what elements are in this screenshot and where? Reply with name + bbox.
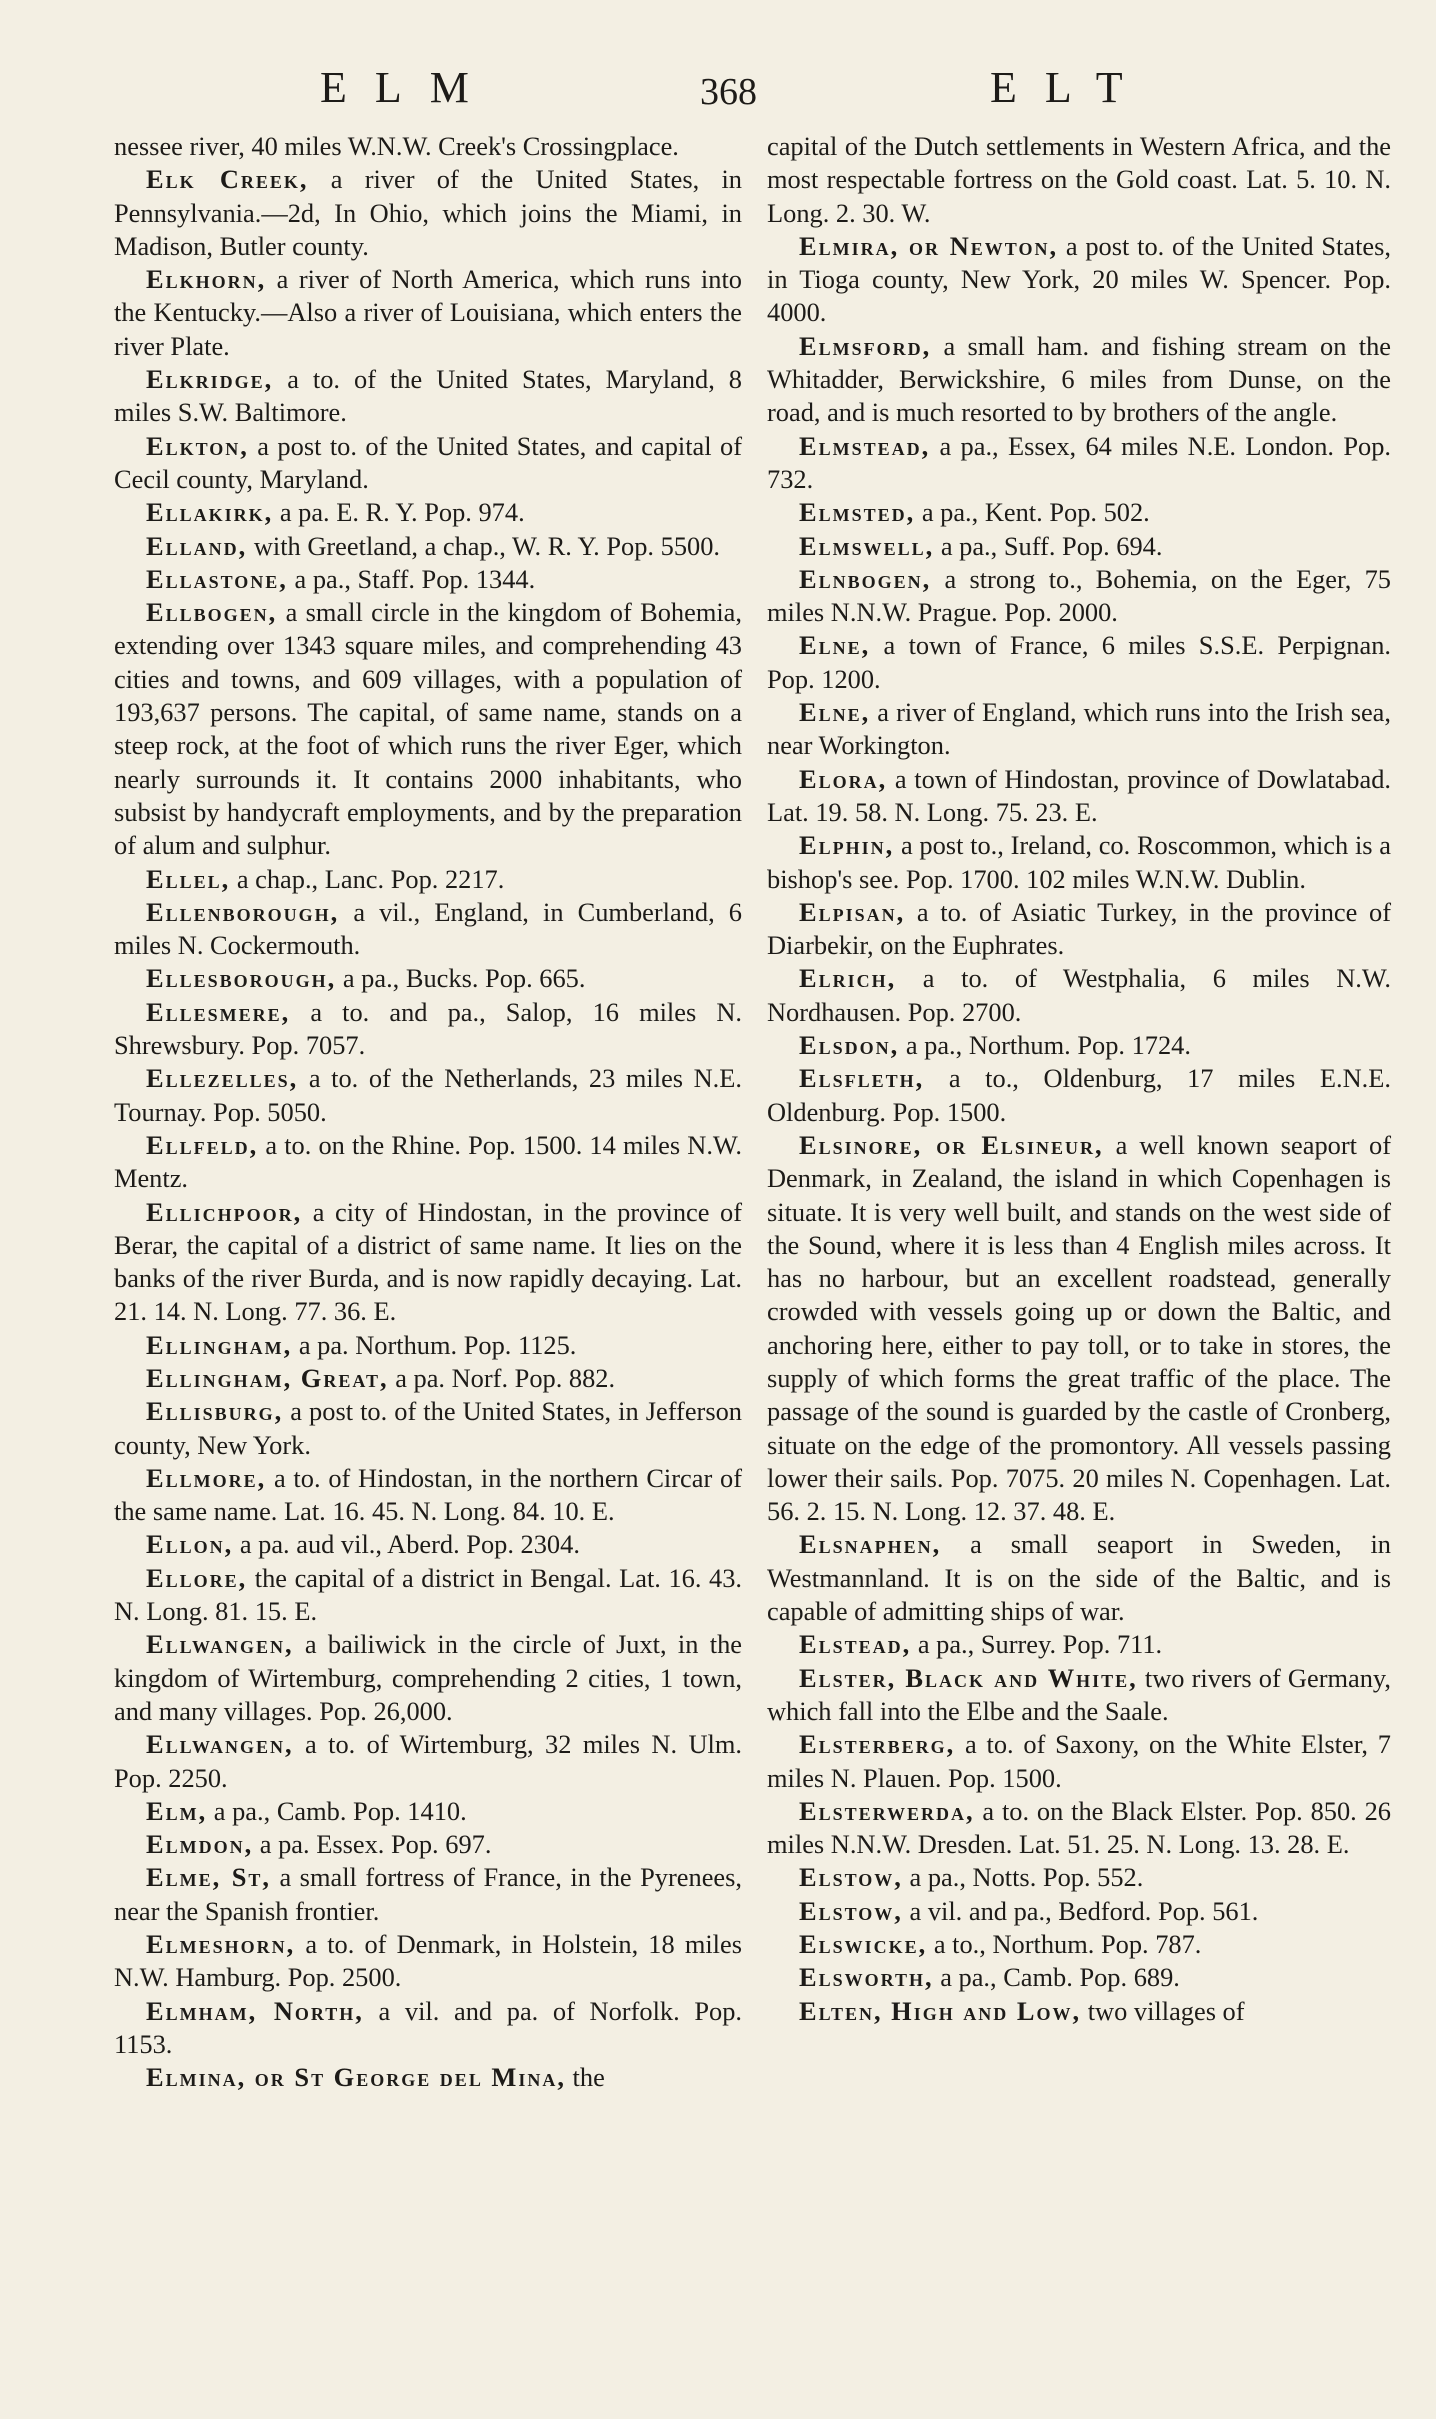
entry-text: a chap., Lanc. Pop. 2217.	[230, 863, 505, 894]
entry-headword: Elland,	[146, 530, 248, 561]
entry-continuation	[767, 130, 1391, 230]
entry-text: a pa. aud vil., Aberd. Pop. 2304.	[233, 1529, 580, 1560]
gazetteer-entry	[114, 596, 742, 862]
entry-text: a to. and pa., Salop, 16 miles N. Shrewsbury. Pop. 7057.	[114, 996, 742, 1061]
gazetteer-entry	[767, 962, 1391, 1029]
entry-text: the	[565, 2062, 605, 2093]
entry-text: a pa., Essex, 64 miles N.E. London. Pop. 732.	[767, 430, 1391, 494]
entry-text: a to. of the United States, Maryland, 8 miles S.W. Baltimore.	[114, 364, 742, 428]
entry-headword: Elphin,	[799, 830, 895, 861]
gazetteer-entry	[767, 1628, 1391, 1661]
gazetteer-entry	[114, 363, 742, 430]
entry-text: a pa., Kent. Pop. 502.	[915, 497, 1150, 528]
entry-text: a to. of Denmark, in Holstein, 18 miles N.W. Hamburg. Pop. 2500.	[114, 1929, 742, 1993]
entry-text: a river of England, which runs into the Irish sea, near Workington.	[767, 697, 1391, 761]
entry-text: a to. of Wirtemburg, 32 miles N. Ulm. Pop. 2250.	[114, 1729, 742, 1793]
entry-text: a post to. of the United States, in Jefferson county, New York.	[114, 1396, 742, 1460]
entry-text: a town of Hindostan, province of Dowlatabad. Lat. 19. 58. N. Long. 75. 23. E.	[767, 763, 1391, 827]
gazetteer-entry	[114, 1329, 742, 1362]
entry-headword: Ellon,	[146, 1529, 234, 1560]
gazetteer-entry	[114, 263, 742, 363]
entry-text: a pa., Suff. Pop. 694.	[934, 530, 1163, 561]
header-left-guideword: ELM	[320, 63, 497, 112]
gazetteer-entry	[114, 1129, 742, 1196]
entry-headword: Elten, High and Low,	[799, 1995, 1082, 2026]
entry-text: a well known seaport of Denmark, in Zealand, the island in which Copenhagen is situate. It is very well built, and stands on the west side of the Sound, where it is less than 4 English miles across. It has no harbour, but an excellent roadstead, generally crowded with vessels going up or down the Baltic, and anchoring here, either to pay toll, or to take in stores, the supply of which forms the great traffic of the place. The passage of the sound is guarded by the castle of Cronberg, situate on the edge of the promontory. All vessels passing lower their sails. Pop. 7075. 20 miles N. Copenhagen. Lat. 56. 2. 15. N. Long. 12. 37. 48. E.	[767, 1129, 1391, 1527]
entry-headword: Ellichpoor,	[146, 1196, 303, 1227]
entry-headword: Ellmore,	[146, 1462, 267, 1493]
entry-headword: Elsterberg,	[799, 1729, 956, 1760]
entry-headword: Elne,	[799, 630, 871, 661]
gazetteer-entry	[114, 1728, 742, 1795]
gazetteer-entry	[114, 430, 742, 497]
entry-headword: Ellingham, Great,	[146, 1362, 389, 1393]
entry-headword: Ellakirk,	[146, 497, 274, 528]
entry-text: two villages of	[1081, 1995, 1245, 2026]
entry-headword: Ellbogen,	[146, 597, 278, 628]
entry-headword: Elm,	[146, 1795, 208, 1826]
gazetteer-entry	[767, 1861, 1391, 1894]
entry-text: a river of North America, which runs into the Kentucky.—Also a river of Louisiana, which enters the river Plate.	[114, 264, 742, 361]
entry-text: a to. of Hindostan, in the northern Circar of the same name. Lat. 16. 45. N. Long. 84. 10. E.	[114, 1462, 742, 1527]
gazetteer-entry	[767, 1528, 1391, 1628]
gazetteer-entry	[767, 1961, 1391, 1994]
gazetteer-entry	[114, 1528, 742, 1561]
gazetteer-entry	[114, 996, 742, 1063]
entry-headword: Elsterwerda,	[799, 1795, 975, 1826]
gazetteer-entry	[767, 530, 1391, 563]
gazetteer-entry	[114, 1395, 742, 1462]
entry-text: a town of France, 6 miles S.S.E. Perpignan. Pop. 1200.	[767, 630, 1391, 694]
entry-headword: Elswicke,	[799, 1929, 928, 1960]
entry-text: two rivers of Germany, which fall into the Elbe and the Saale.	[767, 1662, 1391, 1726]
entry-headword: Elmdon,	[146, 1829, 254, 1860]
entry-text: a pa., Notts. Pop. 552.	[902, 1862, 1144, 1893]
entry-text: capital of the Dutch settlements in Western Africa, and the most respectable fortress on the Gold coast. Lat. 5. 10. N. Long. 2. 30. W.	[767, 131, 1391, 228]
gazetteer-entry	[114, 1995, 742, 2062]
entry-headword: Ellwangen,	[146, 1629, 294, 1660]
gazetteer-entry	[767, 1928, 1391, 1961]
header-right-guideword: ELT	[990, 63, 1151, 112]
entry-text: a pa. Norf. Pop. 882.	[388, 1362, 616, 1393]
gazetteer-entry	[114, 896, 742, 963]
entry-headword: Elsfleth,	[799, 1063, 925, 1094]
gazetteer-entry	[767, 1129, 1391, 1529]
gazetteer-entry	[114, 1628, 742, 1728]
gazetteer-entry	[767, 563, 1391, 630]
gazetteer-entry	[767, 896, 1391, 963]
entry-text: a pa., Camb. Pop. 1410.	[207, 1795, 467, 1826]
gazetteer-entry	[114, 1562, 742, 1629]
entry-headword: Ellwangen,	[146, 1729, 294, 1760]
entry-text: a pa., Surrey. Pop. 711.	[911, 1629, 1163, 1660]
gazetteer-entry	[114, 1062, 742, 1129]
entry-text: a pa., Camb. Pop. 689.	[933, 1962, 1180, 1993]
entry-headword: Ellel,	[146, 863, 231, 894]
entry-text: a small ham. and fishing stream on the Whitadder, Berwickshire, 6 miles from Dunse, on the road, and is much resorted to by brothers of the angle.	[767, 330, 1391, 428]
gazetteer-entry	[767, 1728, 1391, 1795]
entry-text: a strong to., Bohemia, on the Eger, 75 miles N.N.W. Prague. Pop. 2000.	[767, 563, 1391, 628]
right-column	[767, 130, 1391, 2028]
entry-text: a small seaport in Sweden, in Westmannland. It is on the side of the Baltic, and is capable of admitting ships of war.	[767, 1529, 1391, 1627]
entry-text: a small circle in the kingdom of Bohemia, extending over 1343 square miles, and comprehending 43 cities and towns, and 609 villages, with a population of 193,637 persons. The capital, of same name, stands on a steep rock, at the foot of which runs the river Eger, which nearly surrounds it. It contains 2000 inhabitants, who subsist by handycraft employments, and by the preparation of alum and sulphur.	[114, 597, 742, 861]
entry-headword: Ellisburg,	[146, 1396, 284, 1427]
entry-headword: Elmham, North,	[146, 1995, 364, 2026]
entry-text: the capital of a district in Bengal. Lat. 16. 43. N. Long. 81. 15. E.	[114, 1562, 742, 1627]
entry-headword: Elk Creek,	[146, 164, 309, 195]
gazetteer-entry	[114, 563, 742, 596]
entry-headword: Elsdon,	[799, 1030, 900, 1061]
entry-headword: Elme, St,	[146, 1862, 271, 1893]
entry-text: a to. of Westphalia, 6 miles N.W. Nordhausen. Pop. 2700.	[767, 963, 1391, 1027]
gazetteer-entry	[767, 1662, 1391, 1729]
entry-text: a pa., Bucks. Pop. 665.	[336, 963, 586, 994]
entry-text: a bailiwick in the circle of Juxt, in the kingdom of Wirtemburg, comprehending 2 cities, 1 town, and many villages. Pop. 26,000.	[114, 1629, 742, 1726]
entry-headword: Elne,	[799, 697, 871, 728]
gazetteer-entry	[767, 1029, 1391, 1062]
entry-text: a pa., Staff. Pop. 1344.	[287, 563, 536, 594]
entry-text: a pa. E. R. Y. Pop. 974.	[273, 497, 525, 528]
gazetteer-entry	[114, 1196, 742, 1329]
entry-headword: Elstow,	[799, 1862, 903, 1893]
gazetteer-entry	[114, 962, 742, 995]
gazetteer-entry	[767, 496, 1391, 529]
entry-text: a post to., Ireland, co. Roscommon, which is a bishop's see. Pop. 1700. 102 miles W.N.W. Dublin.	[767, 830, 1391, 894]
gazetteer-entry	[114, 1362, 742, 1395]
gazetteer-entry	[767, 1995, 1391, 2028]
entry-headword: Ellastone,	[146, 563, 288, 594]
gazetteer-entry	[114, 530, 742, 563]
entry-headword: Elora,	[799, 763, 888, 794]
gazetteer-entry	[767, 763, 1391, 830]
entry-headword: Elrich,	[799, 963, 897, 994]
page-header	[0, 62, 1436, 122]
entry-text: a post to. of the United States, and capital of Cecil county, Maryland.	[114, 430, 742, 494]
gazetteer-entry	[767, 1895, 1391, 1928]
entry-headword: Ellesborough,	[146, 963, 337, 994]
entry-text: a city of Hindostan, in the province of Berar, the capital of a district of same name. It lies on the banks of the river Burda, and is now rapidly decaying. Lat. 21. 14. N. Long. 77. 36. E.	[114, 1196, 742, 1327]
entry-headword: Ellenborough,	[146, 896, 340, 927]
entry-headword: Ellesmere,	[146, 996, 291, 1027]
entry-headword: Elmswell,	[799, 530, 935, 561]
entry-text: a pa. Northum. Pop. 1125.	[292, 1329, 577, 1360]
entry-headword: Elstow,	[799, 1895, 903, 1926]
entry-headword: Elstead,	[799, 1629, 912, 1660]
entry-headword: Ellore,	[146, 1562, 248, 1593]
entry-text: a to. of Asiatic Turkey, in the province of Diarbekir, on the Euphrates.	[767, 896, 1391, 961]
gazetteer-entry	[767, 330, 1391, 430]
entry-text: a to. of Saxony, on the White Elster, 7 miles N. Plauen. Pop. 1500.	[767, 1729, 1391, 1793]
gazetteer-entry	[767, 230, 1391, 330]
entry-headword: Ellingham,	[146, 1329, 293, 1360]
left-column	[114, 130, 742, 2095]
gazetteer-entry	[114, 2061, 742, 2094]
gazetteer-entry	[767, 696, 1391, 763]
entry-headword: Elmira, or Newton,	[799, 230, 1059, 261]
entry-text: a vil. and pa., Bedford. Pop. 561.	[902, 1895, 1259, 1926]
entry-text: a to. on the Black Elster. Pop. 850. 26 miles N.N.W. Dresden. Lat. 51. 25. N. Long. 13. 28. E.	[767, 1795, 1391, 1860]
gazetteer-entry	[114, 1462, 742, 1529]
entry-headword: Ellfeld,	[146, 1129, 259, 1160]
entry-headword: Elster, Black and White,	[799, 1662, 1138, 1693]
gazetteer-entry	[767, 829, 1391, 896]
gazetteer-entry	[114, 1795, 742, 1828]
entry-headword: Elsnaphen,	[799, 1529, 942, 1560]
entry-text: a pa., Northum. Pop. 1724.	[899, 1030, 1191, 1061]
gazetteer-entry	[114, 496, 742, 529]
entry-headword: Ellezelles,	[146, 1063, 299, 1094]
entry-headword: Elnbogen,	[799, 563, 932, 594]
gazetteer-entry	[767, 430, 1391, 497]
entry-text: a vil., England, in Cumberland, 6 miles N. Cockermouth.	[114, 896, 742, 961]
gazetteer-entry	[114, 863, 742, 896]
gazetteer-entry	[114, 1928, 742, 1995]
page-number: 368	[700, 71, 757, 113]
gazetteer-entry	[767, 629, 1391, 696]
entry-headword: Elmeshorn,	[146, 1929, 296, 1960]
entry-headword: Elsinore, or Elsineur,	[799, 1129, 1104, 1160]
entry-text: a vil. and pa. of Norfolk. Pop. 1153.	[114, 1995, 743, 2059]
entry-text: with Greetland, a chap., W. R. Y. Pop. 5500.	[247, 530, 721, 561]
gazetteer-entry	[114, 1861, 742, 1928]
entry-text: a to. of the Netherlands, 23 miles N.E. Tournay. Pop. 5050.	[114, 1063, 742, 1127]
gazetteer-entry	[767, 1795, 1391, 1862]
gazetteer-entry	[114, 163, 742, 263]
gazetteer-entry	[114, 1828, 742, 1861]
entry-headword: Elmsford,	[799, 330, 932, 361]
entry-headword: Elsworth,	[799, 1962, 934, 1993]
entry-text: a post to. of the United States, in Tioga county, New York, 20 miles W. Spencer. Pop. 4000.	[767, 230, 1391, 328]
entry-text: nessee river, 40 miles W.N.W. Creek's Crossingplace.	[114, 131, 679, 161]
entry-continuation	[114, 130, 742, 163]
entry-text: a to. on the Rhine. Pop. 1500. 14 miles N.W. Mentz.	[114, 1129, 742, 1194]
entry-text: a small fortress of France, in the Pyrenees, near the Spanish frontier.	[114, 1862, 742, 1926]
entry-headword: Elkton,	[146, 430, 249, 461]
entry-headword: Elmsted,	[799, 497, 916, 528]
entry-headword: Elkridge,	[146, 364, 274, 395]
entry-headword: Elpisan,	[799, 896, 906, 927]
gazetteer-entry	[767, 1062, 1391, 1129]
entry-headword: Elkhorn,	[146, 264, 267, 295]
entry-text: a pa. Essex. Pop. 697.	[253, 1829, 492, 1860]
entry-text: a river of the United States, in Pennsylvania.—2d, In Ohio, which joins the Miami, in Madison, Butler county.	[114, 164, 742, 261]
entry-text: a to., Northum. Pop. 787.	[927, 1929, 1202, 1960]
entry-headword: Elmstead,	[799, 430, 931, 461]
entry-text: a to., Oldenburg, 17 miles E.N.E. Oldenburg. Pop. 1500.	[767, 1063, 1391, 1127]
entry-headword: Elmina, or St George del Mina,	[146, 2062, 566, 2093]
